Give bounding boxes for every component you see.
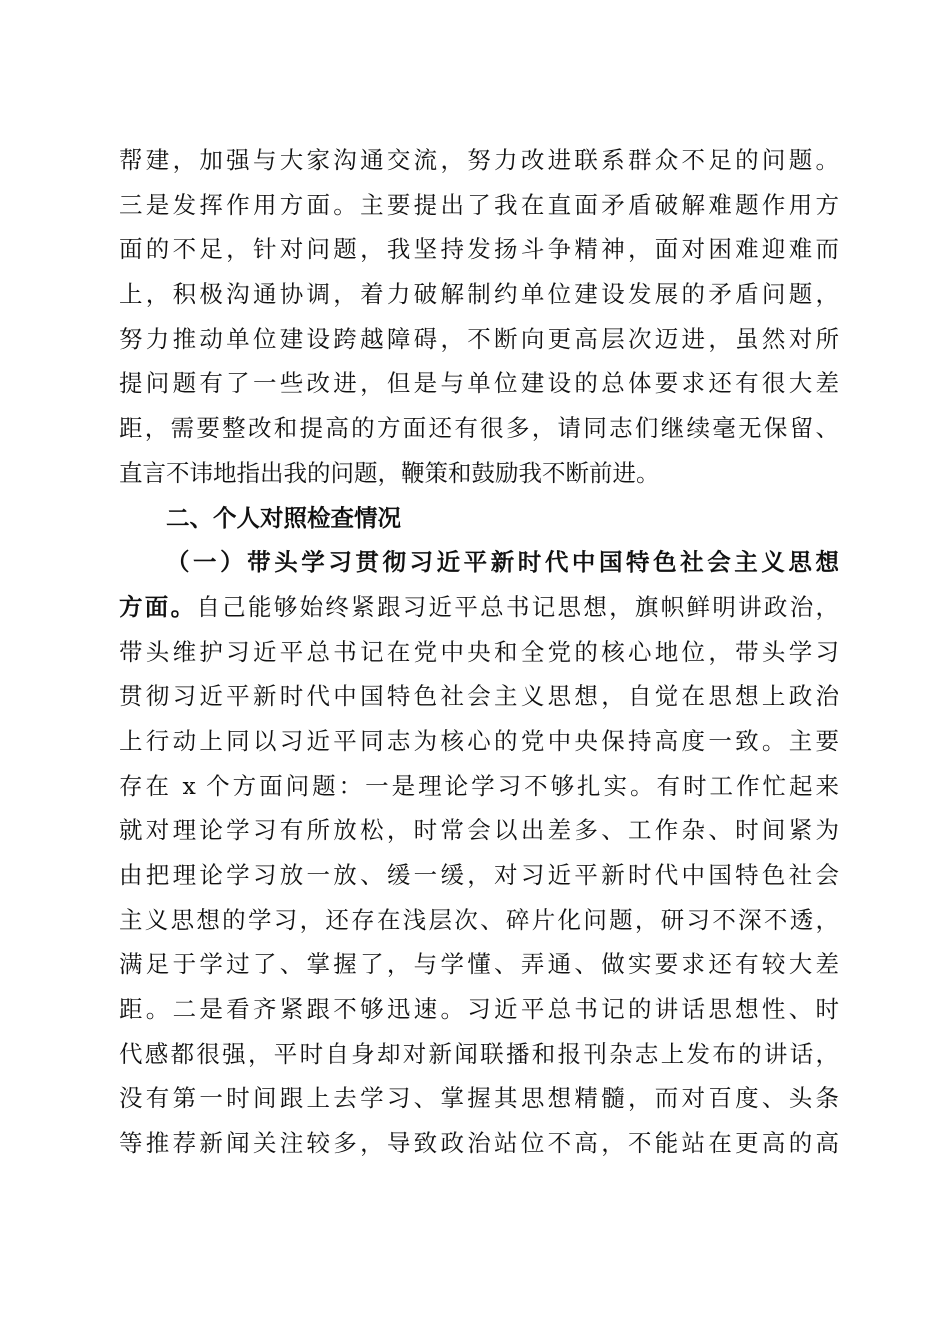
paragraph-line: 上，积极沟通协调，着力破解制约单位建设发展的矛盾问题， [119,280,839,309]
paragraph-line: 贯彻习近平新时代中国特色社会主义思想，自觉在思想上政治 [119,682,839,711]
section-heading: 二、个人对照检查情况 [166,503,401,532]
subsection-title: （一）带头学习贯彻习近平新时代中国特色社会主义思想 [166,548,839,577]
paragraph-text: 自己能够始终紧跟习近平总书记思想，旗帜鲜明讲政治， [196,592,840,621]
paragraph-line: 三是发挥作用方面。主要提出了我在直面矛盾破解难题作用方 [119,190,839,219]
paragraph-line: 直言不讳地指出我的问题，鞭策和鼓励我不断前进。 [119,458,660,487]
paragraph-line [119,585,839,630]
paragraph-line: 就对理论学习有所放松，时常会以出差多、工作杂、时间紧为 [119,816,839,845]
paragraph-line: 距，需要整改和提高的方面还有很多，请同志们继续毫无保留、 [119,414,839,443]
paragraph-line: 带头维护习近平总书记在党中央和全党的核心地位，带头学习 [119,637,839,666]
paragraph-line: 提问题有了一些改进，但是与单位建设的总体要求还有很大差 [119,369,839,398]
paragraph-line: 距。二是看齐紧跟不够迅速。习近平总书记的讲话思想性、时 [119,995,839,1024]
paragraph-line: 等推荐新闻关注较多，导致政治站位不高，不能站在更高的高 [119,1129,839,1158]
paragraph-line: 满足于学过了、掌握了，与学懂、弄通、做实要求还有较大差 [119,950,839,979]
document-body [119,138,839,1166]
paragraph-line: 努力推动单位建设跨越障碍，不断向更高层次迈进，虽然对所 [119,324,839,353]
subsection-title-end: 方面。 [119,592,197,621]
paragraph-line: 面的不足，针对问题，我坚持发扬斗争精神，面对困难迎难而 [119,235,839,264]
paragraph-line: 主义思想的学习，还存在浅层次、碎片化问题，研习不深不透， [119,905,839,934]
paragraph-line: 由把理论学习放一放、缓一缓，对习近平新时代中国特色社会 [119,861,839,889]
paragraph-line: 代感都很强，平时自身却对新闻联播和报刊杂志上发布的讲话， [119,1039,839,1068]
paragraph-line: 帮建，加强与大家沟通交流，努力改进联系群众不足的问题。 [119,146,839,174]
paragraph-line: 上行动上同以习近平同志为核心的党中央保持高度一致。主要 [119,726,839,755]
paragraph-line: 没有第一时间跟上去学习、掌握其思想精髓，而对百度、头条 [119,1084,839,1113]
paragraph-line: 存在 x 个方面问题：一是理论学习不够扎实。有时工作忙起来 [119,771,839,800]
